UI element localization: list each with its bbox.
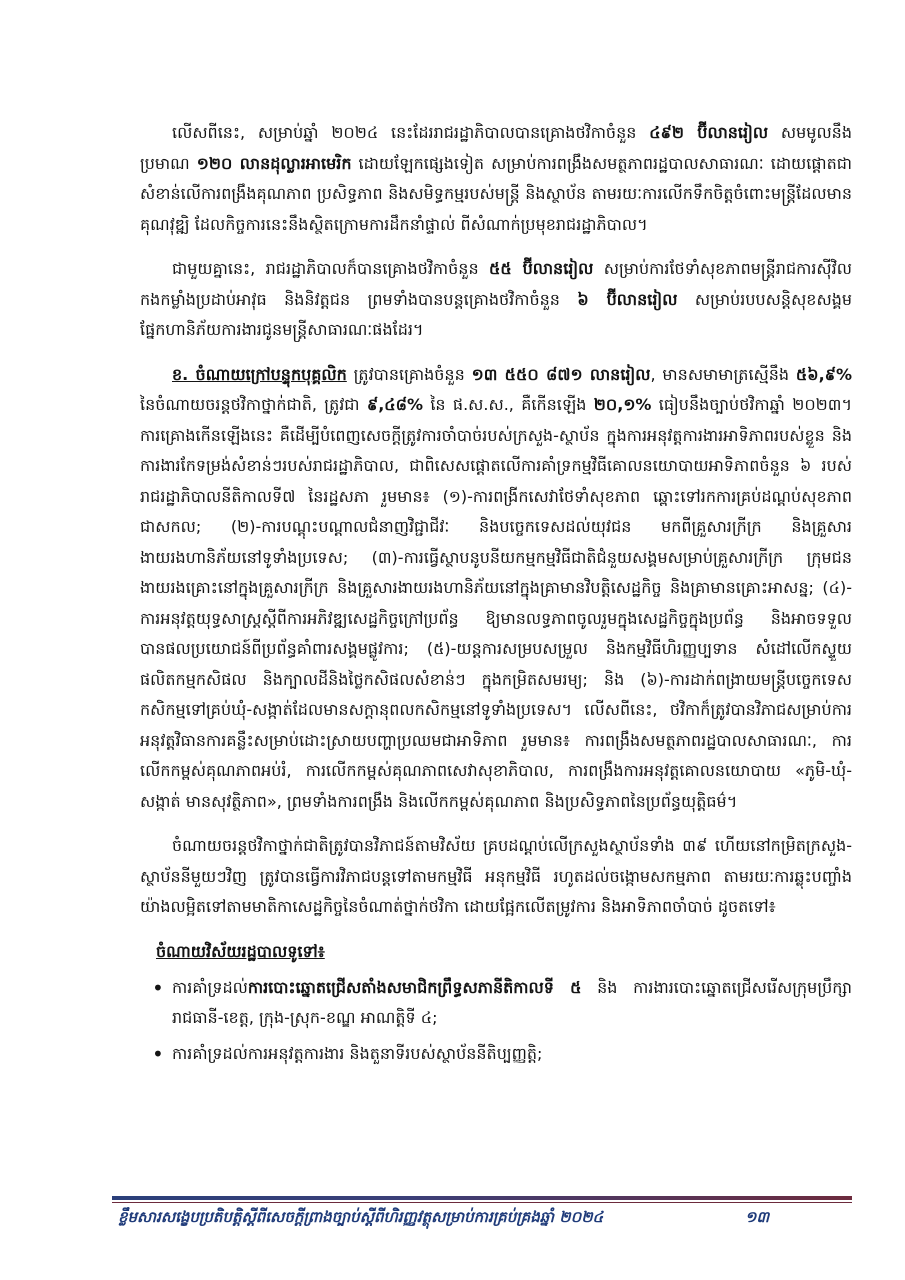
bullet-item-legislative-institutions: • ការគាំទ្រដល់ការអនុវត្តការងារ និងតួនាទីរបស់ស្ថាប័ននីតិប្បញ្ញត្តិ; (140, 1039, 852, 1069)
text-run: សមមូលនឹងប្រមាណ (140, 123, 852, 173)
paragraph-non-personnel-expenditure (140, 360, 852, 818)
text-run: ការគាំទ្រដល់ (172, 977, 248, 997)
text-run: នៃ ផ.ស.ស., គឺកើនឡើង (422, 395, 594, 414)
ratio-56-9-percent: ៥៦,៩% (795, 364, 852, 384)
text-run: ជាមួយគ្នានេះ, រាជរដ្ឋាភិបាលក៏បានគ្រោងថវិកាចំនួន (172, 259, 490, 278)
bullet-list (140, 973, 852, 1069)
paragraph-health-care-budget (140, 254, 852, 346)
bold-senate-election: ការបោះឆ្នោតជ្រើសតាំងសមាជិកព្រឹទ្ធសភានីតិកាលទី ៥ (247, 977, 582, 997)
ratio-9-48-percent: ៩,៤៨% (366, 395, 423, 414)
text-run: លើសពីនេះ, សម្រាប់ឆ្នាំ ២០២៤ នេះដែររាជរដ្ឋាភិបាលបានគ្រោងថវិកាចំនួន (172, 123, 650, 142)
section-heading-general-administration: ចំណាយវិស័យរដ្ឋបាលទូទៅ៖ (156, 941, 325, 961)
amount-120-million-usd: ១២០ លានដុល្លារអាមេរិក (196, 153, 352, 173)
text-run: សម្រាប់ការថែទាំសុខភាពមន្ត្រីរាជការស៊ីវិល កងកម្លាំងប្រដាប់អាវុធ និងនិវត្តជន ព្រមទាំងបានបន្តគ្រោងថវិកាចំនួន (140, 259, 852, 309)
page-number: ១៣ (745, 1208, 770, 1226)
amount-492-billion-riel: ៤៩២ ប៊ីលានរៀល (649, 123, 769, 142)
section-title-non-personnel: ខ. ចំណាយក្រៅបន្ទុកបុគ្គលិក (172, 364, 347, 384)
paragraph-allocation-by-sector: ចំណាយចរន្តថវិកាថ្នាក់ជាតិត្រូវបានវិភាជន៍តាមវិស័យ គ្របដណ្តប់លើក្រសួងស្ថាប័នទាំង ៣៩ ហើយនៅកម្រិតក្រសួង-ស្ថាប័ននីមួយៗវិញ ត្រូវបានធ្វើការវិភាជបន្តទៅតាមកម្មវិធី អនុកម្មវិធី រហូតដល់ចង្កោមសកម្មភាព តាមរយៈការឆ្លុះបញ្ចាំងយ៉ាងលម្អិតទៅតាមមាតិកាសេដ្ឋកិច្ចនៃចំណាត់ថ្នាក់ថវិកា ដោយផ្អែកលើតម្រូវការ និងអាទិភាពចាំបាច់ ដូចតទៅ៖ (140, 836, 852, 916)
text-run: សម្រាប់របបសន្តិសុខសង្គមផ្នែកហានិភ័យការងារជូនមន្ត្រីសាធារណៈផងដែរ។ (140, 289, 853, 339)
text-run: ធៀបនឹងច្បាប់ថវិកាឆ្នាំ ២០២៣។ ការគ្រោងកើនឡើងនេះ គឺដើម្បីបំពេញសេចក្តីត្រូវការចាំបាច់របស់ក្រសួង-ស្ថាប័ន ក្នុងការអនុវត្តការងារអាទិភាពរបស់ខ្លួន និងការងារកែទម្រង់សំខាន់ៗរបស់រាជរដ្ឋាភិបាល, ជាពិសេសផ្តោតលើការគាំទ្រកម្មវិធីគោលនយោបាយអាទិភាពចំនួន ៦ របស់រាជរដ្ឋាភិបាលនីតិកាលទី៧ នៃរដ្ឋសភា រួមមាន៖ (១)-ការពង្រីកសេវាថែទាំសុខភាព ឆ្ពោះទៅរកការគ្រប់ដណ្តប់សុខភាពជាសកល; (២)-ការបណ្តុះបណ្តាលជំនាញវិជ្ជាជីវៈ និងបច្ចេកទេសដល់យុវជន មកពីគ្រួសារក្រីក្រ និងគ្រួសារងាយរងហានិភ័យនៅទូទាំងប្រទេស; (៣)-ការធ្វើស្ថាបនូបនីយកម្មកម្មវិធីជាតិជំនួយសង្គមសម្រាប់គ្រួសារក្រីក្រ ក្រុមជនងាយរងគ្រោះនៅក្នុងគ្រួសារក្រីក្រ និងគ្រួសារងាយរងហានិភ័យនៅក្នុងគ្រាមានវិបត្តិសេដ្ឋកិច្ច និងគ្រាមានគ្រោះអាសន្ន; (៤)-ការអនុវត្តយុទ្ធសាស្ត្រស្តីពីការអភិវឌ្ឍសេដ្ឋកិច្ចក្រៅប្រព័ន្ធ ឱ្យមានលទ្ធភាពចូលរួមក្នុងសេដ្ឋកិច្ចក្នុងប្រព័ន្ធ និងអាចទទួលបានផលប្រយោជន៍ពីប្រព័ន្ធគាំពារសង្គមផ្លូវការ; (៥)-យន្តការសម្របសម្រួល និងកម្មវិធីហិរញ្ញប្បទាន សំដៅលើកស្ទួយផលិតកម្មកសិផល និងក្បាលដីនិងថ្លៃកសិផលសំខាន់ៗ ក្នុងកម្រិតសមរម្យ; និង (៦)-ការដាក់ពង្រាយមន្ត្រីបច្ចេកទេសកសិកម្មទៅគ្រប់ឃុំ-សង្កាត់ដែលមានសក្តានុពលកសិកម្មនៅទូទាំងប្រទេស។ លើសពីនេះ, ថវិកាក៏ត្រូវបានវិភាជសម្រាប់ការអនុវត្តវិធានការគន្លឹះសម្រាប់ដោះស្រាយបញ្ហាប្រឈមជាអាទិភាព រួមមាន៖ ការពង្រឹងសមត្ថភាពរដ្ឋបាលសាធារណៈ, ការលើកកម្ពស់គុណភាពអប់រំ, ការលើកកម្ពស់គុណភាពសេវាសុខាភិបាល, ការពង្រឹងការអនុវត្តគោលនយោបាយ «ភូមិ-ឃុំ-សង្កាត់ មានសុវត្ថិភាព», ព្រមទាំងការពង្រឹង និងលើកកម្ពស់គុណភាព និងប្រសិទ្ធភាពនៃប្រព័ន្ធយុត្តិធម៌។ (140, 395, 852, 811)
paragraph-admin-capacity-budget (140, 118, 852, 240)
amount-13550871-million-riel: ១៣ ៥៥០ ៨៧១ លានរៀល (471, 364, 651, 384)
amount-55-billion-riel: ៥៥ ប៊ីលានរៀល (489, 259, 594, 278)
amount-6-billion-riel: ៦ ប៊ីលានរៀល (577, 289, 678, 309)
footer-divider (112, 1196, 852, 1200)
footer-document-title: ខ្លឹមសារសង្ខេបប្រតិបត្តិស្តីពីសេចក្តីព្រាងច្បាប់ស្តីពីហិរញ្ញវត្ថុសម្រាប់ការគ្រប់គ្រងឆ្នាំ ២០២៤ (118, 1208, 604, 1226)
bullet-item-senate-election (140, 973, 852, 1033)
text-run: ត្រូវបានគ្រោងចំនួន (346, 364, 472, 384)
footer-divider-thin (112, 1202, 852, 1203)
text-run: និង ការងារបោះឆ្នោតជ្រើសរើសក្រុមប្រឹក្សារាជធានី-ខេត្ត, ក្រុង-ស្រុក-ខណ្ឌ អាណត្តិទី ៤; (172, 977, 853, 1027)
text-run: នៃចំណាយចរន្តថវិកាថ្នាក់ជាតិ, ត្រូវជា (140, 395, 367, 414)
growth-20-1-percent: ២០,១% (593, 395, 652, 414)
body-text (140, 118, 852, 1075)
text-run: , មានសមាមាត្រស្មើនឹង (650, 364, 796, 384)
text-run: ដោយឡែកផ្សេងទៀត សម្រាប់ការពង្រឹងសមត្ថភាពរដ្ឋបាលសាធារណៈ ដោយផ្តោតជាសំខាន់លើការពង្រឹងគុណភាព ប្រសិទ្ធភាព និងសមិទ្ធកម្មរបស់មន្ត្រី និងស្ថាប័ន តាមរយៈការលើកទឹកចិត្តចំពោះមន្ត្រីដែលមានគុណវុឌ្ឍិ ដែលកិច្ចការនេះនឹងស្ថិតក្រោមការដឹកនាំផ្ទាល់ ពីសំណាក់ប្រមុខរាជរដ្ឋាភិបាល។ (140, 153, 852, 234)
